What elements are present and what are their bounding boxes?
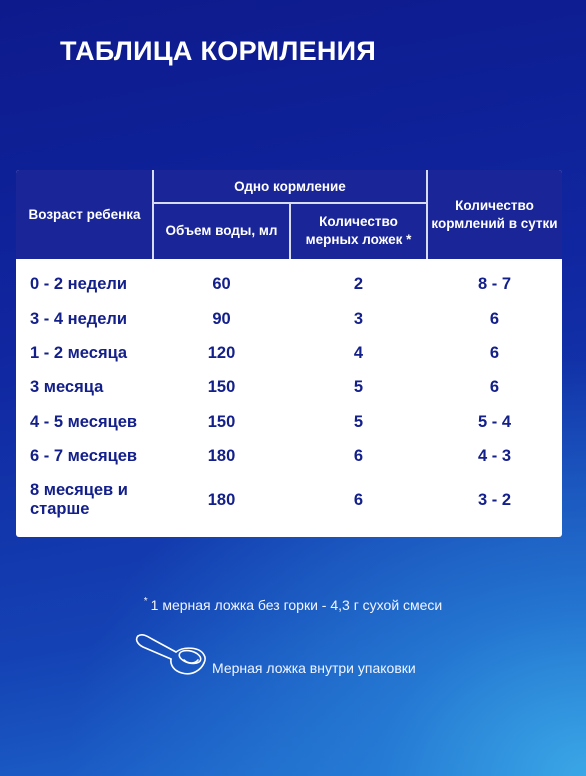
- table-row: [16, 302, 562, 336]
- header-per-day: [427, 170, 562, 259]
- header-age-label: Возраст ребенка: [28, 206, 141, 222]
- feeding-table: [16, 170, 562, 537]
- table-header: [16, 170, 562, 259]
- water-cell: 60: [212, 274, 231, 293]
- footnote-text: 1 мерная ложка без горки - 4,3 г сухой смеси: [150, 597, 443, 613]
- header-divider: [152, 170, 154, 259]
- header-water: [153, 203, 290, 259]
- table-row: [16, 370, 562, 404]
- measuring-spoon-icon: [128, 630, 212, 694]
- header-per-day-line1: Количество: [455, 197, 534, 213]
- header-spoons-line2: мерных ложек *: [305, 232, 412, 247]
- spoons-cell: 6: [353, 490, 364, 509]
- water-cell: 150: [207, 377, 236, 396]
- table-row: [16, 439, 562, 473]
- measuring-spoon-icon-graphic: [128, 630, 212, 694]
- spoon-label: Мерная ложка внутри упаковки: [212, 660, 416, 676]
- water-cell: 150: [207, 412, 236, 431]
- age-cell-line1: 8 месяцев и: [30, 481, 128, 499]
- footnote: [0, 597, 586, 613]
- header-divider: [289, 203, 291, 259]
- page-title: ТАБЛИЦА КОРМЛЕНИЯ: [60, 36, 377, 66]
- header-one-feeding: [153, 170, 427, 203]
- table-row: [16, 267, 562, 301]
- spoons-cell: 4: [353, 343, 364, 362]
- per-day-cell: 6: [489, 309, 500, 328]
- table-row: [16, 475, 562, 525]
- age-cell: 4 - 5 месяцев: [30, 412, 138, 431]
- age-cell: 6 - 7 месяцев: [30, 446, 138, 465]
- water-cell: 180: [207, 446, 236, 465]
- age-cell: 3 месяца: [30, 377, 104, 396]
- age-cell: 3 - 4 недели: [30, 309, 128, 328]
- header-per-day-line2: кормлений в сутки: [431, 215, 558, 231]
- per-day-cell: 4 - 3: [477, 446, 512, 465]
- table-row: [16, 336, 562, 370]
- header-divider: [426, 170, 428, 259]
- water-cell: 180: [207, 490, 236, 509]
- per-day-cell: 8 - 7: [477, 274, 512, 293]
- table-row: [16, 405, 562, 439]
- per-day-cell: 5 - 4: [477, 412, 512, 431]
- spoons-cell: 5: [353, 377, 364, 396]
- water-cell: 90: [212, 309, 231, 328]
- footnote-star: *: [143, 596, 148, 607]
- age-cell-line2: старше: [30, 500, 90, 518]
- age-cell: [30, 475, 160, 525]
- spoons-cell: 2: [353, 274, 364, 293]
- spoons-cell: 3: [353, 309, 364, 328]
- header-spoons: [290, 203, 427, 259]
- header-spoons-line1: Количество: [319, 214, 398, 229]
- per-day-cell: 6: [489, 377, 500, 396]
- per-day-cell: 3 - 2: [477, 490, 512, 509]
- header-age: [16, 170, 153, 259]
- age-cell: 0 - 2 недели: [30, 274, 128, 293]
- header-divider: [153, 202, 427, 204]
- spoons-cell: 6: [353, 446, 364, 465]
- per-day-cell: 6: [489, 343, 500, 362]
- water-cell: 120: [207, 343, 236, 362]
- header-one-feeding-label: Одно кормление: [234, 178, 346, 194]
- header-water-label: Объем воды, мл: [165, 223, 278, 238]
- spoons-cell: 5: [353, 412, 364, 431]
- age-cell: 1 - 2 месяца: [30, 343, 128, 362]
